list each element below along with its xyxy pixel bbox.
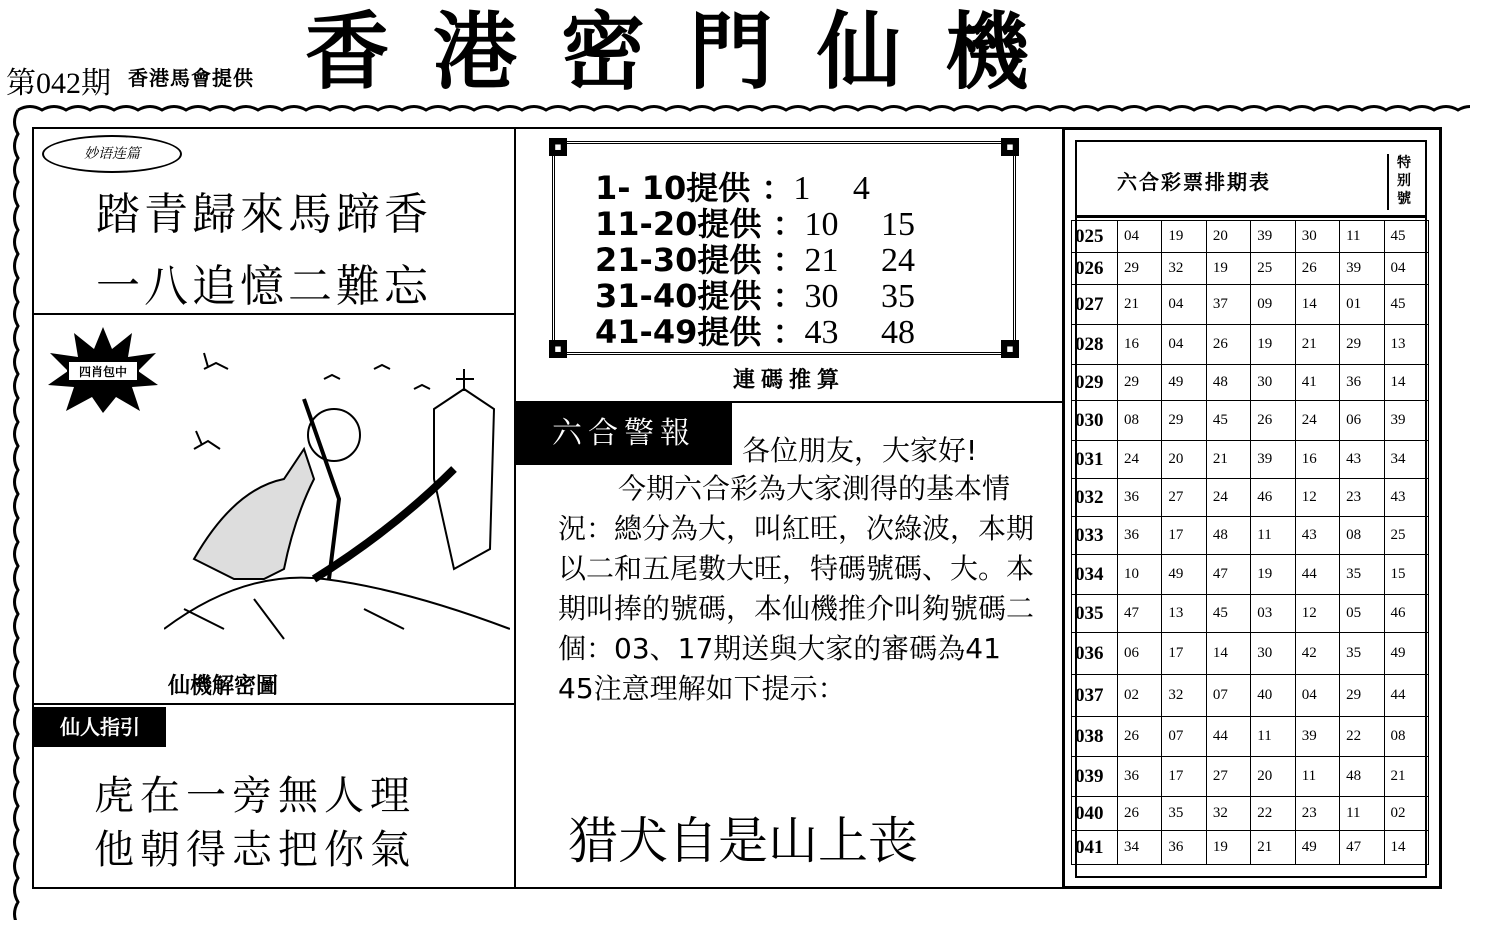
number-cell: 21 <box>1251 831 1295 865</box>
number-cell: 15 <box>1384 555 1428 595</box>
number-cell: 39 <box>1251 221 1295 253</box>
provider-label: 香港馬會提供 <box>128 66 254 90</box>
period-cell: 034 <box>1072 555 1118 595</box>
number-cell: 21 <box>1295 325 1339 365</box>
period-cell: 033 <box>1072 517 1118 555</box>
period-cell: 028 <box>1072 325 1118 365</box>
special-number-label: 特别號 <box>1387 154 1417 210</box>
number-cell: 23 <box>1295 797 1339 831</box>
range-row: 41-49提供 ：43 48 <box>595 313 916 351</box>
number-cell: 36 <box>1162 831 1206 865</box>
number-cell: 40 <box>1251 675 1295 717</box>
number-cell: 44 <box>1295 555 1339 595</box>
table-row <box>1072 675 1429 717</box>
period-cell: 038 <box>1072 717 1118 757</box>
range-values: 30 35 <box>804 278 916 315</box>
range-values: 43 48 <box>804 314 916 351</box>
number-cell: 49 <box>1162 365 1206 401</box>
number-cell: 29 <box>1118 253 1162 285</box>
number-cell: 20 <box>1251 757 1295 797</box>
guide-label: 仙人指引 <box>34 707 166 747</box>
corner-ornament: ▪ <box>549 138 567 156</box>
number-cell: 34 <box>1118 831 1162 865</box>
number-cell: 27 <box>1162 479 1206 517</box>
number-cell: 29 <box>1118 365 1162 401</box>
period-cell: 039 <box>1072 757 1118 797</box>
number-cell: 14 <box>1295 285 1339 325</box>
alert-label: 六合警報 <box>516 403 732 465</box>
alert-text: 今期六合彩為大家測得的基本情況：總分為大，叫紅旺，次綠波，本期以二和五尾數大旺，特碼號碼、大。本期叫捧的號碼，本仙機推介叫夠號碼二個：03、17期送與大家的審碼為41 45注意理解如下提示： <box>558 472 1035 705</box>
number-cell: 06 <box>1340 401 1384 441</box>
range-values: 1 4 <box>793 170 870 207</box>
greeting: 各位朋友，大家好! <box>742 434 978 467</box>
combo-label: 連碼推算 <box>732 368 845 393</box>
number-cell: 13 <box>1384 325 1428 365</box>
number-cell: 11 <box>1251 517 1295 555</box>
number-cell: 16 <box>1118 325 1162 365</box>
schedule-table-box <box>1075 140 1427 878</box>
number-cell: 08 <box>1118 401 1162 441</box>
range-label: 41-49提供 <box>595 313 762 351</box>
number-cell: 19 <box>1206 831 1250 865</box>
table-row <box>1072 595 1429 633</box>
number-cell: 26 <box>1118 717 1162 757</box>
number-cell: 02 <box>1118 675 1162 717</box>
period-cell: 041 <box>1072 831 1118 865</box>
range-row: 31-40提供 ：30 35 <box>595 277 916 315</box>
issue-number: 第042期 <box>6 67 111 100</box>
table-row <box>1072 757 1429 797</box>
poem-tag: 妙语连篇 <box>42 135 182 173</box>
number-cell: 32 <box>1162 675 1206 717</box>
number-cell: 26 <box>1118 797 1162 831</box>
number-cell: 11 <box>1251 717 1295 757</box>
draw-table <box>1071 220 1429 865</box>
number-cell: 09 <box>1251 285 1295 325</box>
range-row: 1- 10提供 ：1 4 <box>595 169 870 207</box>
number-cell: 19 <box>1251 555 1295 595</box>
number-cell: 23 <box>1340 479 1384 517</box>
picture-caption: 仙機解密圖 <box>168 674 279 699</box>
number-cell: 25 <box>1251 253 1295 285</box>
number-cell: 01 <box>1340 285 1384 325</box>
left-panel <box>32 127 516 889</box>
period-cell: 026 <box>1072 253 1118 285</box>
number-cell: 48 <box>1206 517 1250 555</box>
number-cell: 26 <box>1295 253 1339 285</box>
number-cell: 36 <box>1118 517 1162 555</box>
number-cell: 47 <box>1340 831 1384 865</box>
number-cell: 24 <box>1206 479 1250 517</box>
number-cell: 36 <box>1118 757 1162 797</box>
number-cell: 19 <box>1206 253 1250 285</box>
period-cell: 035 <box>1072 595 1118 633</box>
number-cell: 44 <box>1384 675 1428 717</box>
middle-panel <box>516 127 1062 889</box>
range-row: 21-30提供 ：21 24 <box>595 241 916 279</box>
number-cell: 49 <box>1384 633 1428 675</box>
table-row <box>1072 365 1429 401</box>
number-cell: 30 <box>1251 365 1295 401</box>
number-cell: 46 <box>1251 479 1295 517</box>
number-cell: 03 <box>1251 595 1295 633</box>
number-cell: 48 <box>1206 365 1250 401</box>
table-row <box>1072 285 1429 325</box>
number-cell: 45 <box>1384 285 1428 325</box>
table-row <box>1072 517 1429 555</box>
number-cell: 04 <box>1118 221 1162 253</box>
table-row <box>1072 253 1429 285</box>
table-header <box>1077 142 1425 218</box>
table-row <box>1072 479 1429 517</box>
number-cell: 35 <box>1340 633 1384 675</box>
number-cell: 26 <box>1206 325 1250 365</box>
number-cell: 30 <box>1251 633 1295 675</box>
period-cell: 032 <box>1072 479 1118 517</box>
number-cell: 12 <box>1295 479 1339 517</box>
number-cell: 49 <box>1295 831 1339 865</box>
number-cell: 43 <box>1384 479 1428 517</box>
number-cell: 04 <box>1295 675 1339 717</box>
number-cell: 17 <box>1162 757 1206 797</box>
table-row <box>1072 797 1429 831</box>
number-cell: 24 <box>1295 401 1339 441</box>
number-cell: 49 <box>1162 555 1206 595</box>
number-cell: 21 <box>1118 285 1162 325</box>
number-cell: 39 <box>1295 717 1339 757</box>
number-cell: 39 <box>1384 401 1428 441</box>
number-cell: 14 <box>1384 365 1428 401</box>
corner-ornament: ▪ <box>549 340 567 358</box>
table-row <box>1072 221 1429 253</box>
table-title: 六合彩票排期表 <box>1117 170 1271 194</box>
range-label: 11-20提供 <box>595 205 762 243</box>
number-cell: 48 <box>1340 757 1384 797</box>
number-cell: 07 <box>1162 717 1206 757</box>
period-cell: 031 <box>1072 441 1118 479</box>
number-cell: 27 <box>1206 757 1250 797</box>
number-cell: 20 <box>1206 221 1250 253</box>
table-row <box>1072 831 1429 865</box>
number-cell: 29 <box>1340 675 1384 717</box>
range-number-box <box>552 141 1016 355</box>
corner-ornament: ▪ <box>1001 340 1019 358</box>
number-cell: 11 <box>1340 797 1384 831</box>
number-cell: 05 <box>1340 595 1384 633</box>
number-cell: 07 <box>1206 675 1250 717</box>
number-cell: 37 <box>1206 285 1250 325</box>
number-cell: 29 <box>1340 325 1384 365</box>
period-cell: 029 <box>1072 365 1118 401</box>
period-cell: 027 <box>1072 285 1118 325</box>
number-cell: 32 <box>1162 253 1206 285</box>
corner-ornament: ▪ <box>1001 138 1019 156</box>
number-cell: 43 <box>1340 441 1384 479</box>
number-cell: 14 <box>1206 633 1250 675</box>
number-cell: 22 <box>1340 717 1384 757</box>
table-row <box>1072 555 1429 595</box>
range-label: 31-40提供 <box>595 277 762 315</box>
number-cell: 17 <box>1162 517 1206 555</box>
number-cell: 35 <box>1162 797 1206 831</box>
number-cell: 30 <box>1295 221 1339 253</box>
badge-text: 四肖包中 <box>78 365 128 379</box>
number-cell: 20 <box>1162 441 1206 479</box>
range-values: 10 15 <box>804 206 916 243</box>
number-cell: 04 <box>1384 253 1428 285</box>
range-label: 1- 10提供 <box>595 169 751 207</box>
poem-bottom <box>94 769 416 877</box>
range-values: 21 24 <box>804 242 916 279</box>
number-cell: 08 <box>1384 717 1428 757</box>
period-cell: 036 <box>1072 633 1118 675</box>
number-cell: 26 <box>1251 401 1295 441</box>
number-cell: 25 <box>1384 517 1428 555</box>
number-cell: 41 <box>1295 365 1339 401</box>
table-row <box>1072 717 1429 757</box>
range-row: 11-20提供 ：10 15 <box>595 205 916 243</box>
number-cell: 12 <box>1295 595 1339 633</box>
number-cell: 19 <box>1162 221 1206 253</box>
number-cell: 36 <box>1118 479 1162 517</box>
number-cell: 47 <box>1118 595 1162 633</box>
number-cell: 45 <box>1206 595 1250 633</box>
number-cell: 17 <box>1162 633 1206 675</box>
number-cell: 35 <box>1340 555 1384 595</box>
divider <box>34 703 514 705</box>
number-cell: 04 <box>1162 325 1206 365</box>
poem-bottom-line-2: 他朝得志把你氣 <box>94 827 416 873</box>
table-row <box>1072 633 1429 675</box>
number-cell: 11 <box>1295 757 1339 797</box>
table-row <box>1072 401 1429 441</box>
page-title: 香港密門仙機 <box>305 3 1074 101</box>
range-label: 21-30提供 <box>595 241 762 279</box>
number-cell: 46 <box>1384 595 1428 633</box>
period-cell: 030 <box>1072 401 1118 441</box>
poem-top <box>96 179 432 323</box>
number-cell: 36 <box>1340 365 1384 401</box>
number-cell: 39 <box>1251 441 1295 479</box>
number-cell: 08 <box>1340 517 1384 555</box>
number-cell: 16 <box>1295 441 1339 479</box>
right-panel <box>1062 127 1442 889</box>
period-cell: 025 <box>1072 221 1118 253</box>
number-cell: 34 <box>1384 441 1428 479</box>
poem-bottom-line-1: 虎在一旁無人理 <box>94 773 416 819</box>
period-cell: 037 <box>1072 675 1118 717</box>
poem-top-line-1: 踏青歸來馬蹄香 <box>96 189 432 240</box>
poem-top-line-2: 一八追憶二難忘 <box>96 261 432 312</box>
number-cell: 24 <box>1118 441 1162 479</box>
period-cell: 040 <box>1072 797 1118 831</box>
number-cell: 10 <box>1118 555 1162 595</box>
table-row <box>1072 325 1429 365</box>
number-cell: 22 <box>1251 797 1295 831</box>
hint-phrase: 猎犬自是山上丧 <box>568 812 918 870</box>
number-cell: 44 <box>1206 717 1250 757</box>
number-cell: 11 <box>1340 221 1384 253</box>
number-cell: 45 <box>1384 221 1428 253</box>
number-cell: 14 <box>1384 831 1428 865</box>
number-cell: 19 <box>1251 325 1295 365</box>
table-row <box>1072 441 1429 479</box>
number-cell: 13 <box>1162 595 1206 633</box>
number-cell: 29 <box>1162 401 1206 441</box>
number-cell: 45 <box>1206 401 1250 441</box>
number-cell: 32 <box>1206 797 1250 831</box>
number-cell: 42 <box>1295 633 1339 675</box>
number-cell: 04 <box>1162 285 1206 325</box>
number-cell: 43 <box>1295 517 1339 555</box>
starburst-badge <box>48 327 158 413</box>
number-cell: 47 <box>1206 555 1250 595</box>
number-cell: 21 <box>1384 757 1428 797</box>
divider <box>34 313 514 315</box>
puzzle-picture <box>164 329 510 649</box>
number-cell: 21 <box>1206 441 1250 479</box>
number-cell: 06 <box>1118 633 1162 675</box>
number-cell: 02 <box>1384 797 1428 831</box>
number-cell: 39 <box>1340 253 1384 285</box>
